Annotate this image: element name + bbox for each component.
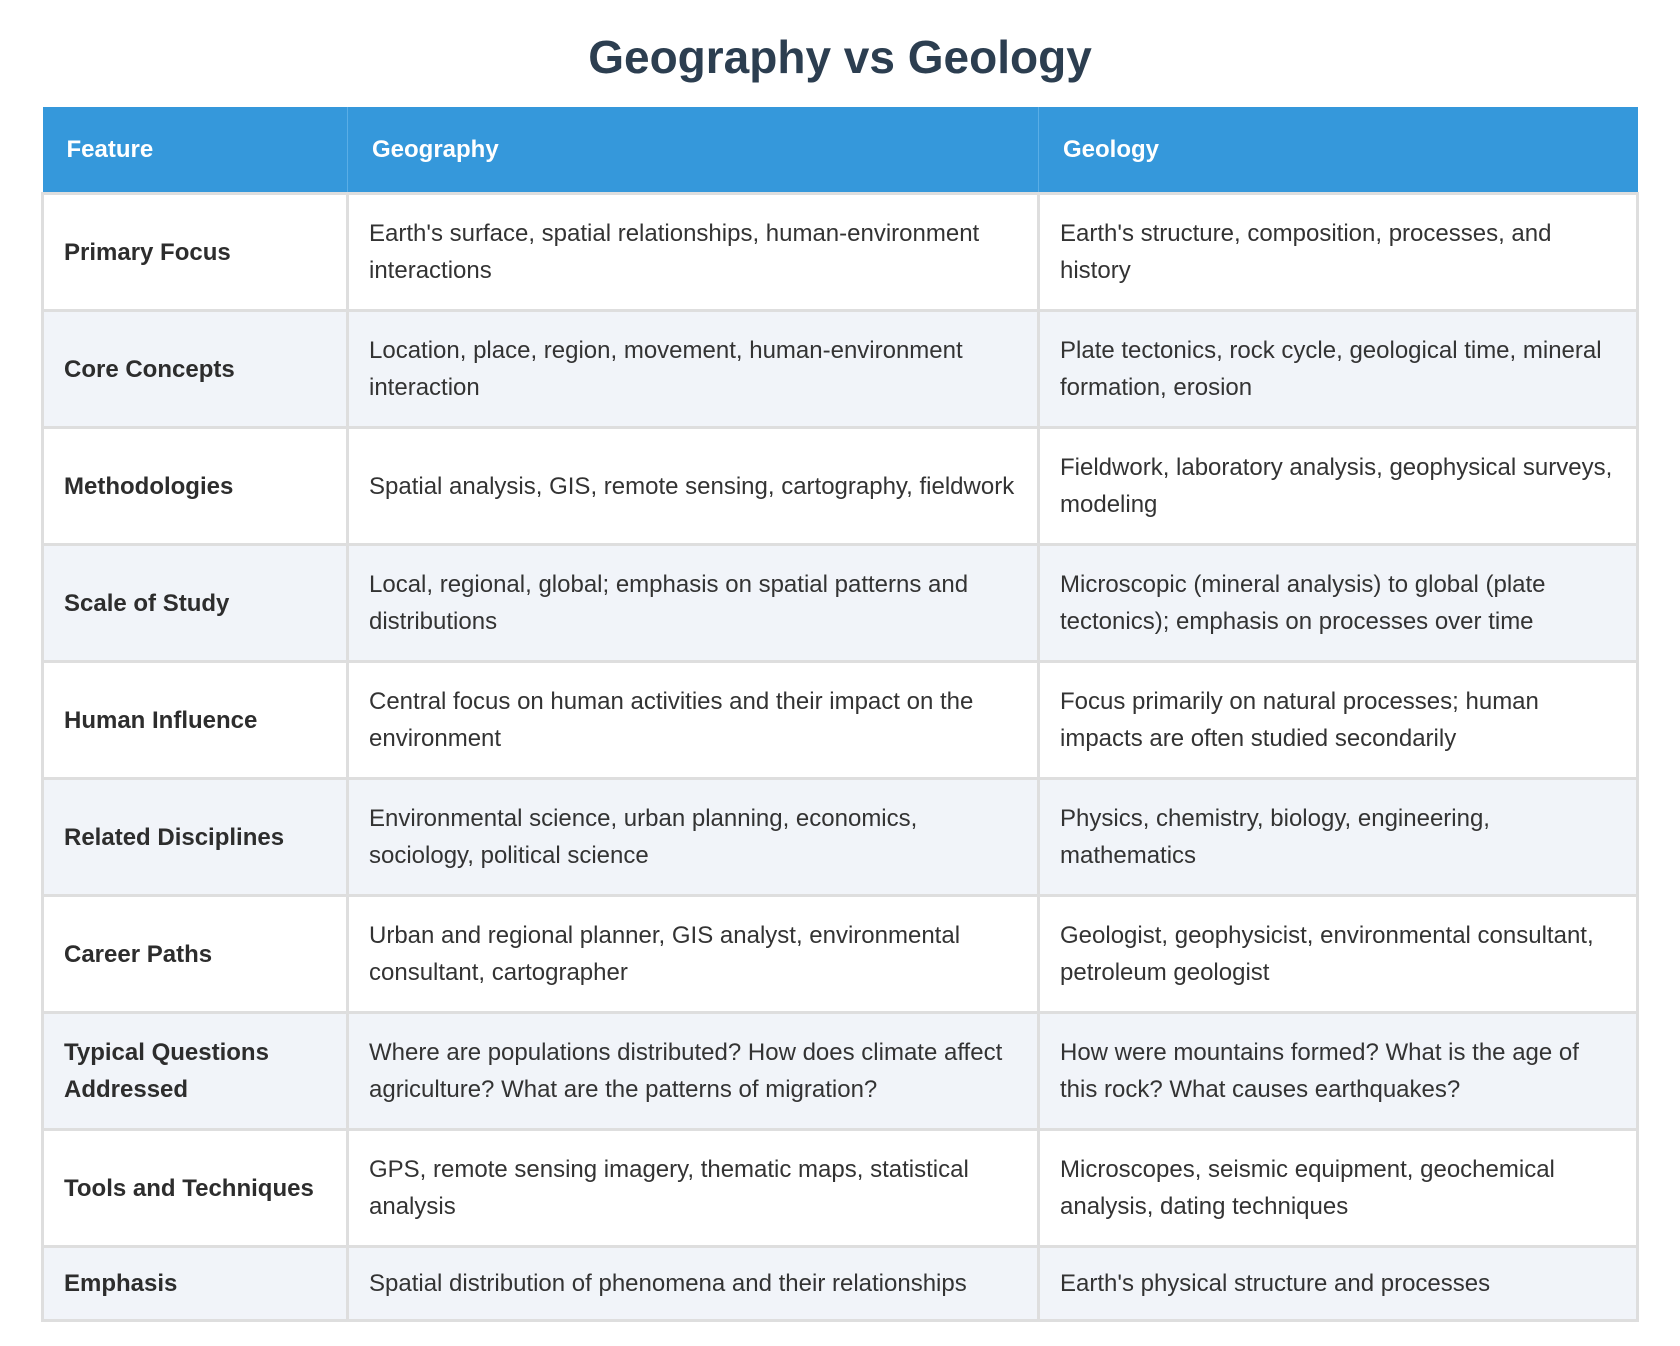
table-row	[43, 1130, 1638, 1247]
geology-cell: Microscopes, seismic equipment, geochemical analysis, dating techniques	[1039, 1130, 1638, 1247]
geography-cell: Spatial analysis, GIS, remote sensing, cartography, fieldwork	[348, 428, 1039, 545]
table-row	[43, 1247, 1638, 1321]
feature-cell: Primary Focus	[43, 194, 348, 311]
header-geography: Geography	[348, 107, 1039, 194]
table-row	[43, 779, 1638, 896]
geography-cell: Earth's surface, spatial relationships, human-environment interactions	[348, 194, 1039, 311]
feature-cell: Tools and Techniques	[43, 1130, 348, 1247]
table-row	[43, 545, 1638, 662]
feature-cell: Related Disciplines	[43, 779, 348, 896]
page-title: Geography vs Geology	[588, 31, 1092, 83]
feature-cell: Career Paths	[43, 896, 348, 1013]
feature-cell: Scale of Study	[43, 545, 348, 662]
table-header-row	[43, 107, 1638, 194]
geology-cell: Plate tectonics, rock cycle, geological time, mineral formation, erosion	[1039, 311, 1638, 428]
geology-cell: Geologist, geophysicist, environmental consultant, petroleum geologist	[1039, 896, 1638, 1013]
geography-cell: Spatial distribution of phenomena and their relationships	[348, 1247, 1039, 1321]
header-geology: Geology	[1039, 107, 1638, 194]
geology-cell: Fieldwork, laboratory analysis, geophysical surveys, modeling	[1039, 428, 1638, 545]
table-row	[43, 311, 1638, 428]
table-row	[43, 428, 1638, 545]
geology-cell: Earth's structure, composition, processes, and history	[1039, 194, 1638, 311]
table-row	[43, 194, 1638, 311]
geography-cell: Local, regional, global; emphasis on spatial patterns and distributions	[348, 545, 1039, 662]
table-row	[43, 1013, 1638, 1130]
geography-cell: GPS, remote sensing imagery, thematic maps, statistical analysis	[348, 1130, 1039, 1247]
comparison-table	[41, 107, 1639, 1322]
geography-cell: Location, place, region, movement, human-environment interaction	[348, 311, 1039, 428]
geology-cell: Physics, chemistry, biology, engineering, mathematics	[1039, 779, 1638, 896]
feature-cell: Emphasis	[43, 1247, 348, 1321]
geology-cell: Focus primarily on natural processes; human impacts are often studied secondarily	[1039, 662, 1638, 779]
feature-cell: Methodologies	[43, 428, 348, 545]
header-feature: Feature	[43, 107, 348, 194]
geology-cell: Earth's physical structure and processes	[1039, 1247, 1638, 1321]
table-row	[43, 896, 1638, 1013]
geography-cell: Central focus on human activities and their impact on the environment	[348, 662, 1039, 779]
geography-cell: Urban and regional planner, GIS analyst, environmental consultant, cartographer	[348, 896, 1039, 1013]
geology-cell: How were mountains formed? What is the age of this rock? What causes earthquakes?	[1039, 1013, 1638, 1130]
feature-cell: Core Concepts	[43, 311, 348, 428]
feature-cell: Human Influence	[43, 662, 348, 779]
feature-cell: Typical Questions Addressed	[43, 1013, 348, 1130]
geology-cell: Microscopic (mineral analysis) to global (plate tectonics); emphasis on processes over time	[1039, 545, 1638, 662]
geography-cell: Where are populations distributed? How does climate affect agriculture? What are the patterns of migration?	[348, 1013, 1039, 1130]
table-row	[43, 662, 1638, 779]
geography-cell: Environmental science, urban planning, economics, sociology, political science	[348, 779, 1039, 896]
